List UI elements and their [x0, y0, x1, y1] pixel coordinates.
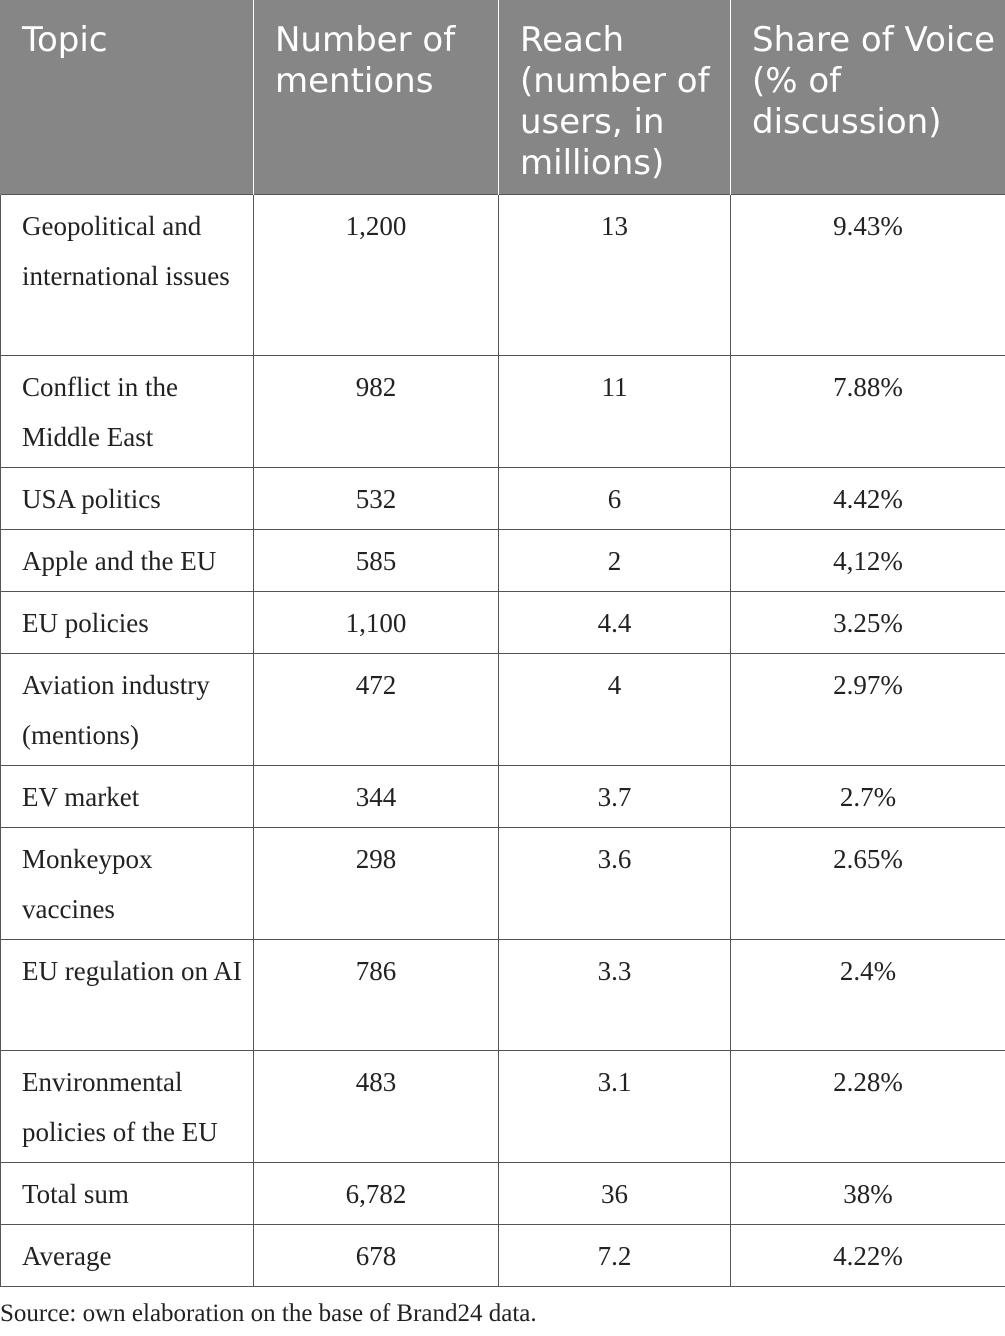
reach-cell: 7.2: [499, 1225, 731, 1287]
topic-cell: EU regulation on AI: [1, 940, 254, 1051]
topic-cell: USA politics: [1, 468, 254, 530]
mentions-cell: 472: [254, 654, 499, 766]
reach-cell: 4.4: [499, 592, 731, 654]
reach-cell: 3.3: [499, 940, 731, 1051]
mentions-cell: 1,100: [254, 592, 499, 654]
header-share-of-voice: Share of Voice (% of discussion): [731, 0, 1005, 195]
topic-cell: Aviation industry (mentions): [1, 654, 254, 766]
share-cell: 4,12%: [731, 530, 1005, 592]
table-row: [1, 654, 1005, 766]
table-row: [1, 468, 1005, 530]
source-note: Source: own elaboration on the base of Brand24 data.: [0, 1300, 537, 1327]
mentions-cell: 786: [254, 940, 499, 1051]
reach-cell: 3.7: [499, 766, 731, 828]
topic-cell: EU policies: [1, 592, 254, 654]
mentions-cell: 678: [254, 1225, 499, 1287]
topic-cell: EV market: [1, 766, 254, 828]
mentions-cell: 298: [254, 828, 499, 940]
topic-cell: Apple and the EU: [1, 530, 254, 592]
share-cell: 4.42%: [731, 468, 1005, 530]
share-cell: 2.7%: [731, 766, 1005, 828]
table-row: [1, 195, 1005, 356]
mentions-cell: 1,200: [254, 195, 499, 356]
share-cell: 38%: [731, 1163, 1005, 1225]
reach-cell: 3.1: [499, 1051, 731, 1163]
reach-cell: 13: [499, 195, 731, 356]
mentions-cell: 982: [254, 356, 499, 468]
table-row: [1, 530, 1005, 592]
reach-cell: 6: [499, 468, 731, 530]
topic-cell: Total sum: [1, 1163, 254, 1225]
mentions-cell: 6,782: [254, 1163, 499, 1225]
header-row: [1, 0, 1005, 195]
mentions-cell: 532: [254, 468, 499, 530]
table-row: [1, 940, 1005, 1051]
reach-cell: 36: [499, 1163, 731, 1225]
reach-cell: 3.6: [499, 828, 731, 940]
table-row: [1, 766, 1005, 828]
share-cell: 2.65%: [731, 828, 1005, 940]
share-cell: 2.4%: [731, 940, 1005, 1051]
share-cell: 7.88%: [731, 356, 1005, 468]
share-cell: 2.97%: [731, 654, 1005, 766]
reach-cell: 4: [499, 654, 731, 766]
table-row: [1, 592, 1005, 654]
reach-cell: 11: [499, 356, 731, 468]
share-cell: 4.22%: [731, 1225, 1005, 1287]
table-row: [1, 356, 1005, 468]
share-cell: 9.43%: [731, 195, 1005, 356]
share-cell: 2.28%: [731, 1051, 1005, 1163]
table-row: [1, 1051, 1005, 1163]
header-mentions: Number of mentions: [254, 0, 499, 195]
table-row: [1, 828, 1005, 940]
header-topic: Topic: [1, 0, 254, 195]
mentions-cell: 483: [254, 1051, 499, 1163]
share-cell: 3.25%: [731, 592, 1005, 654]
topic-cell: Conflict in the Middle East: [1, 356, 254, 468]
reach-cell: 2: [499, 530, 731, 592]
total-row: [1, 1163, 1005, 1225]
topic-cell: Environmental policies of the EU: [1, 1051, 254, 1163]
header-reach: Reach (number of users, in millions): [499, 0, 731, 195]
topic-cell: Monkeypox vaccines: [1, 828, 254, 940]
topic-cell: Average: [1, 1225, 254, 1287]
mentions-cell: 344: [254, 766, 499, 828]
mentions-cell: 585: [254, 530, 499, 592]
topic-cell: Geopolitical and international issues: [1, 195, 254, 356]
average-row: [1, 1225, 1005, 1287]
